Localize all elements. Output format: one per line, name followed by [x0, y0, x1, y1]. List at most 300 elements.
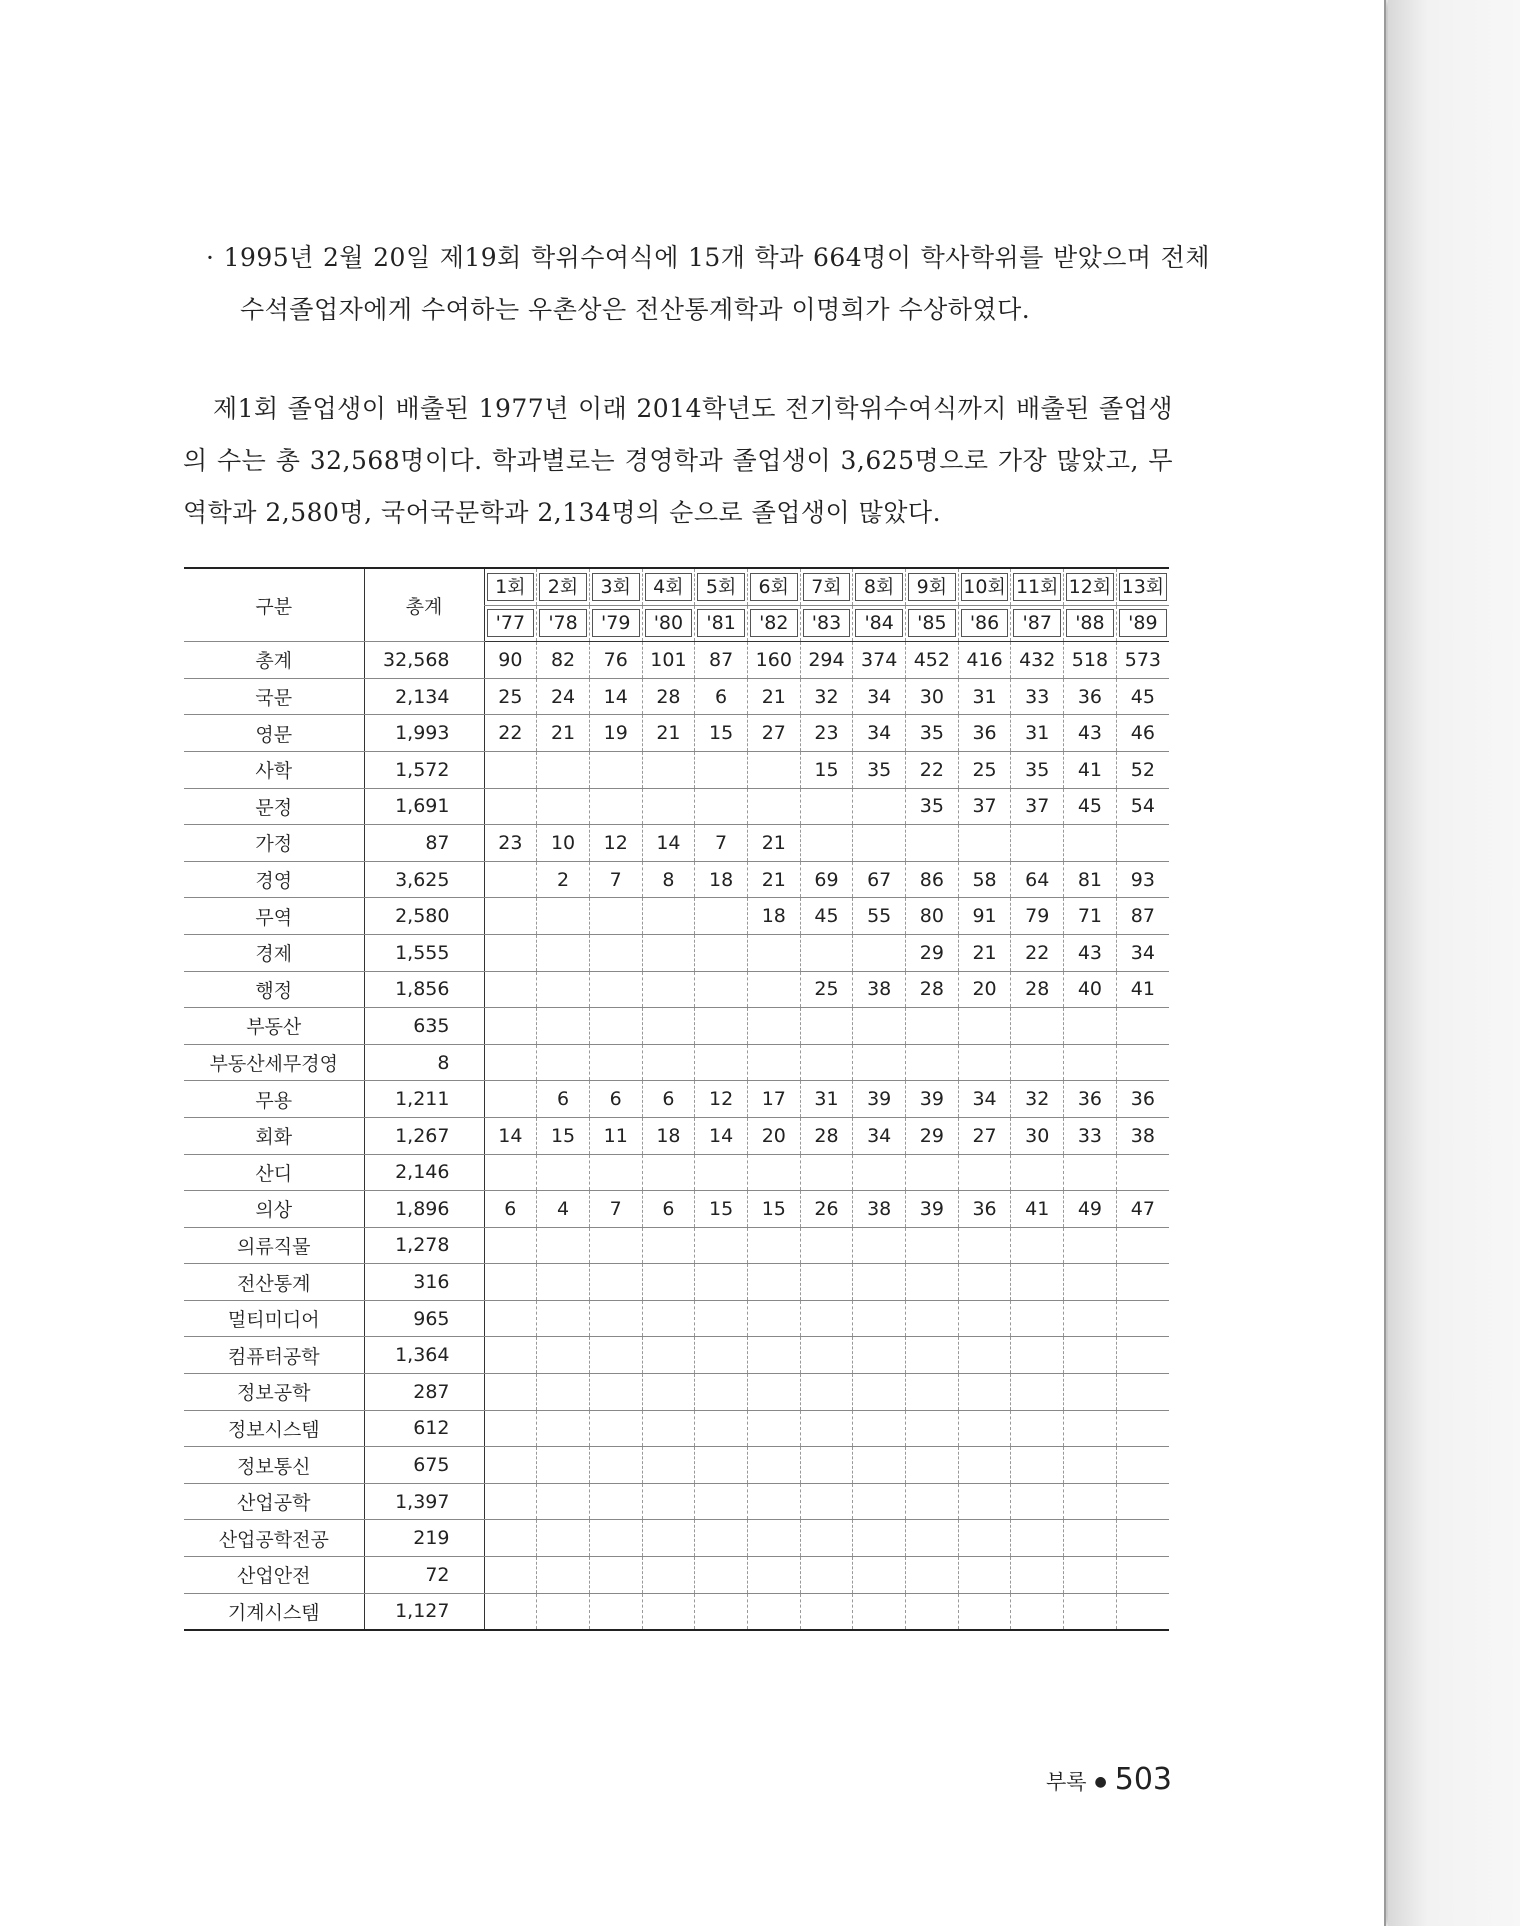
table-cell — [1011, 1557, 1064, 1594]
table-cell — [800, 1227, 853, 1264]
row-total: 1,397 — [364, 1483, 484, 1520]
table-cell: 58 — [958, 861, 1011, 898]
table-cell: 416 — [958, 642, 1011, 679]
table-cell: 30 — [906, 678, 959, 715]
table-cell — [1064, 1520, 1117, 1557]
table-cell: 39 — [906, 1191, 959, 1228]
header-year — [537, 605, 590, 642]
table-cell — [695, 1410, 748, 1447]
table-cell — [589, 934, 642, 971]
header-year — [589, 605, 642, 642]
table-cell — [800, 1264, 853, 1301]
table-cell: 36 — [958, 1191, 1011, 1228]
table-cell: 11 — [589, 1117, 642, 1154]
table-cell: 41 — [1011, 1191, 1064, 1228]
table-cell — [589, 1447, 642, 1484]
row-category: 문정 — [184, 788, 364, 825]
table-cell: 90 — [484, 642, 537, 679]
row-category: 산업공학 — [184, 1483, 364, 1520]
table-cell: 160 — [747, 642, 800, 679]
table-cell — [1011, 1410, 1064, 1447]
table-cell: 35 — [853, 751, 906, 788]
table-cell — [1011, 1264, 1064, 1301]
table-cell: 20 — [958, 971, 1011, 1008]
table-cell — [484, 1337, 537, 1374]
table-cell — [853, 1264, 906, 1301]
table-cell: 21 — [537, 715, 590, 752]
row-category: 경영 — [184, 861, 364, 898]
table-cell: 15 — [695, 1191, 748, 1228]
table-cell: 35 — [906, 788, 959, 825]
table-row — [184, 861, 1169, 898]
table-cell — [853, 1520, 906, 1557]
table-cell — [906, 1300, 959, 1337]
table-cell — [800, 1410, 853, 1447]
footer-section: 부록 — [1045, 1770, 1087, 1794]
table-cell: 6 — [537, 1081, 590, 1118]
table-cell — [589, 1483, 642, 1520]
table-cell — [906, 1337, 959, 1374]
table-cell — [589, 1154, 642, 1191]
table-cell: 55 — [853, 898, 906, 935]
header-session — [589, 568, 642, 605]
table-cell — [958, 1374, 1011, 1411]
header-session — [642, 568, 695, 605]
table-cell: 37 — [958, 788, 1011, 825]
table-cell: 38 — [1116, 1117, 1169, 1154]
table-cell: 23 — [484, 825, 537, 862]
table-cell — [800, 1337, 853, 1374]
table-cell: 21 — [747, 861, 800, 898]
table-cell — [695, 1044, 748, 1081]
table-cell: 4 — [537, 1191, 590, 1228]
table-cell: 14 — [695, 1117, 748, 1154]
table-cell — [747, 1227, 800, 1264]
table-cell — [1116, 1410, 1169, 1447]
table-cell — [484, 898, 537, 935]
table-cell: 573 — [1116, 642, 1169, 679]
table-cell — [484, 1227, 537, 1264]
table-cell: 34 — [1116, 934, 1169, 971]
row-category: 산업공학전공 — [184, 1520, 364, 1557]
table-cell: 33 — [1064, 1117, 1117, 1154]
table-cell: 43 — [1064, 715, 1117, 752]
header-session — [800, 568, 853, 605]
table-cell: 28 — [800, 1117, 853, 1154]
table-cell — [484, 1520, 537, 1557]
row-category: 의상 — [184, 1191, 364, 1228]
table-cell — [484, 971, 537, 1008]
table-cell — [537, 1557, 590, 1594]
header-category: 구분 — [184, 568, 364, 642]
table-cell — [853, 1227, 906, 1264]
row-total: 2,580 — [364, 898, 484, 935]
table-cell: 39 — [906, 1081, 959, 1118]
table-cell — [853, 1374, 906, 1411]
header-session-label: 6회 — [750, 573, 798, 601]
table-cell: 15 — [747, 1191, 800, 1228]
table-cell — [747, 1410, 800, 1447]
table-cell — [906, 1227, 959, 1264]
table-cell — [537, 1264, 590, 1301]
table-cell: 14 — [589, 678, 642, 715]
header-year-label: '78 — [539, 609, 587, 637]
table-cell — [589, 1374, 642, 1411]
header-session-label: 10회 — [961, 573, 1009, 601]
table-cell — [958, 1337, 1011, 1374]
table-cell — [853, 1557, 906, 1594]
table-cell — [958, 1447, 1011, 1484]
table-cell: 41 — [1064, 751, 1117, 788]
row-total: 87 — [364, 825, 484, 862]
table-cell — [695, 1337, 748, 1374]
header-session-label: 11회 — [1013, 573, 1061, 601]
table-cell — [537, 1044, 590, 1081]
table-cell: 31 — [800, 1081, 853, 1118]
table-cell: 76 — [589, 642, 642, 679]
table-cell — [537, 1447, 590, 1484]
row-category: 기계시스템 — [184, 1593, 364, 1630]
table-row — [184, 1337, 1169, 1374]
table-cell: 52 — [1116, 751, 1169, 788]
table-cell — [906, 1154, 959, 1191]
table-cell — [589, 1337, 642, 1374]
table-cell — [642, 1520, 695, 1557]
row-total: 1,691 — [364, 788, 484, 825]
table-cell — [484, 1044, 537, 1081]
header-session-label: 1회 — [487, 573, 535, 601]
table-cell — [642, 1374, 695, 1411]
table-cell: 47 — [1116, 1191, 1169, 1228]
table-cell — [1064, 1593, 1117, 1630]
table-cell — [1116, 1593, 1169, 1630]
table-row — [184, 1081, 1169, 1118]
table-row — [184, 1374, 1169, 1411]
header-year — [853, 605, 906, 642]
table-cell: 18 — [695, 861, 748, 898]
table-cell — [695, 1227, 748, 1264]
table-cell — [958, 1008, 1011, 1045]
table-cell — [537, 1410, 590, 1447]
table-row — [184, 1300, 1169, 1337]
row-category: 산디 — [184, 1154, 364, 1191]
table-cell: 23 — [800, 715, 853, 752]
table-cell: 21 — [642, 715, 695, 752]
header-session-label: 4회 — [645, 573, 693, 601]
page-edge — [1388, 0, 1520, 1926]
table-cell — [537, 1008, 590, 1045]
row-total: 635 — [364, 1008, 484, 1045]
table-cell — [1064, 1337, 1117, 1374]
table-cell: 6 — [695, 678, 748, 715]
header-year — [958, 605, 1011, 642]
table-cell — [906, 1410, 959, 1447]
header-year-label: '77 — [487, 609, 535, 637]
table-cell: 49 — [1064, 1191, 1117, 1228]
table-cell — [642, 1154, 695, 1191]
table-cell — [747, 1337, 800, 1374]
table-cell — [906, 1374, 959, 1411]
table-cell — [695, 751, 748, 788]
header-year — [484, 605, 537, 642]
table-cell — [958, 1593, 1011, 1630]
table-cell: 17 — [747, 1081, 800, 1118]
table-cell — [800, 1557, 853, 1594]
table-row — [184, 934, 1169, 971]
table-cell: 45 — [1064, 788, 1117, 825]
table-cell — [853, 934, 906, 971]
table-cell — [1116, 1374, 1169, 1411]
table-cell — [958, 1410, 1011, 1447]
table-cell: 14 — [484, 1117, 537, 1154]
table-cell — [1116, 1264, 1169, 1301]
table-cell: 35 — [906, 715, 959, 752]
table-row — [184, 1008, 1169, 1045]
table-cell — [1064, 1008, 1117, 1045]
row-total: 1,211 — [364, 1081, 484, 1118]
table-cell — [1116, 1483, 1169, 1520]
table-row — [184, 1557, 1169, 1594]
table-cell: 36 — [958, 715, 1011, 752]
table-cell: 26 — [800, 1191, 853, 1228]
table-cell — [853, 1154, 906, 1191]
table-cell: 7 — [589, 1191, 642, 1228]
table-cell — [642, 1300, 695, 1337]
table-cell — [1011, 1044, 1064, 1081]
table-cell — [1116, 1557, 1169, 1594]
table-cell — [537, 1520, 590, 1557]
table-cell: 31 — [1011, 715, 1064, 752]
table-cell — [1011, 1008, 1064, 1045]
table-cell: 21 — [747, 825, 800, 862]
table-cell — [642, 971, 695, 1008]
footer-dot-icon: ● — [1094, 1774, 1107, 1790]
table-cell: 29 — [906, 934, 959, 971]
table-cell — [958, 1520, 1011, 1557]
table-cell — [747, 751, 800, 788]
row-total: 1,896 — [364, 1191, 484, 1228]
table-cell — [747, 1483, 800, 1520]
table-cell — [747, 1593, 800, 1630]
table-cell — [484, 1154, 537, 1191]
table-row — [184, 1520, 1169, 1557]
table-cell — [695, 1264, 748, 1301]
table-cell: 34 — [853, 1117, 906, 1154]
header-year — [747, 605, 800, 642]
table-cell — [695, 1483, 748, 1520]
row-total: 8 — [364, 1044, 484, 1081]
table-cell: 87 — [695, 642, 748, 679]
table-cell — [589, 1044, 642, 1081]
table-cell: 43 — [1064, 934, 1117, 971]
table-row — [184, 1191, 1169, 1228]
header-session-label: 9회 — [908, 573, 956, 601]
header-session-label: 8회 — [855, 573, 903, 601]
table-cell — [642, 1410, 695, 1447]
table-cell — [695, 788, 748, 825]
table-cell — [1064, 1374, 1117, 1411]
table-cell — [958, 1044, 1011, 1081]
table-cell — [747, 1447, 800, 1484]
page-number: 503 — [1114, 1762, 1172, 1797]
header-session — [1064, 568, 1117, 605]
table-row — [184, 788, 1169, 825]
table-cell — [906, 1264, 959, 1301]
table-cell — [642, 788, 695, 825]
graduates-table — [184, 567, 1169, 1631]
table-cell — [1011, 1593, 1064, 1630]
table-cell — [537, 1300, 590, 1337]
row-category: 부동산 — [184, 1008, 364, 1045]
table-cell — [1116, 1447, 1169, 1484]
table-cell — [800, 1483, 853, 1520]
table-cell — [1011, 1483, 1064, 1520]
table-cell — [1116, 1337, 1169, 1374]
table-cell: 25 — [958, 751, 1011, 788]
table-cell — [695, 1154, 748, 1191]
table-cell: 432 — [1011, 642, 1064, 679]
table-cell: 14 — [642, 825, 695, 862]
table-cell — [695, 1557, 748, 1594]
table-cell — [1064, 1447, 1117, 1484]
table-cell — [1116, 1008, 1169, 1045]
table-cell — [1011, 1300, 1064, 1337]
row-category: 컴퓨터공학 — [184, 1337, 364, 1374]
table-cell — [1011, 1227, 1064, 1264]
header-year-label: '82 — [750, 609, 798, 637]
table-cell: 31 — [958, 678, 1011, 715]
table-cell — [747, 1520, 800, 1557]
table-cell — [484, 788, 537, 825]
row-category: 사학 — [184, 751, 364, 788]
table-row — [184, 715, 1169, 752]
table-cell: 81 — [1064, 861, 1117, 898]
table-cell: 21 — [958, 934, 1011, 971]
table-cell — [958, 1154, 1011, 1191]
table-cell — [958, 1483, 1011, 1520]
table-cell: 34 — [853, 678, 906, 715]
row-category: 가정 — [184, 825, 364, 862]
header-year — [695, 605, 748, 642]
table-cell — [800, 1447, 853, 1484]
table-cell: 54 — [1116, 788, 1169, 825]
header-year — [1064, 605, 1117, 642]
header-session — [747, 568, 800, 605]
table-cell — [853, 1300, 906, 1337]
table-cell — [1116, 1154, 1169, 1191]
table-cell: 45 — [1116, 678, 1169, 715]
table-cell — [906, 1593, 959, 1630]
table-cell — [537, 1337, 590, 1374]
table-cell — [695, 1300, 748, 1337]
header-session — [537, 568, 590, 605]
row-category: 의류직물 — [184, 1227, 364, 1264]
table-cell — [589, 898, 642, 935]
table-cell: 21 — [747, 678, 800, 715]
row-total: 675 — [364, 1447, 484, 1484]
table-cell — [747, 1044, 800, 1081]
table-cell — [1064, 825, 1117, 862]
header-row-sessions — [184, 568, 1169, 605]
table-cell — [800, 1593, 853, 1630]
table-cell — [484, 751, 537, 788]
header-year-label: '88 — [1066, 609, 1114, 637]
table-cell — [537, 971, 590, 1008]
table-cell: 28 — [906, 971, 959, 1008]
table-cell: 28 — [642, 678, 695, 715]
header-session — [1011, 568, 1064, 605]
table-cell: 30 — [1011, 1117, 1064, 1154]
table-cell: 91 — [958, 898, 1011, 935]
table-cell — [589, 971, 642, 1008]
table-cell — [537, 788, 590, 825]
table-cell — [853, 1008, 906, 1045]
table-cell — [906, 1008, 959, 1045]
table-cell: 36 — [1064, 678, 1117, 715]
table-cell: 7 — [695, 825, 748, 862]
table-cell — [1011, 1374, 1064, 1411]
table-cell — [800, 825, 853, 862]
table-cell — [695, 1593, 748, 1630]
table-cell: 33 — [1011, 678, 1064, 715]
table-cell: 7 — [589, 861, 642, 898]
table-cell — [958, 825, 1011, 862]
table-cell — [958, 1264, 1011, 1301]
row-total: 72 — [364, 1557, 484, 1594]
table-cell — [589, 1593, 642, 1630]
row-total: 1,555 — [364, 934, 484, 971]
table-cell — [747, 1374, 800, 1411]
table-cell: 18 — [747, 898, 800, 935]
table-cell: 518 — [1064, 642, 1117, 679]
row-total: 1,856 — [364, 971, 484, 1008]
table-cell: 22 — [906, 751, 959, 788]
table-cell: 374 — [853, 642, 906, 679]
row-category: 정보공학 — [184, 1374, 364, 1411]
table-cell: 12 — [589, 825, 642, 862]
table-cell — [1064, 1300, 1117, 1337]
table-cell — [589, 751, 642, 788]
header-year-label: '85 — [908, 609, 956, 637]
page-footer — [1040, 1762, 1172, 1797]
header-year-label: '83 — [803, 609, 851, 637]
table-cell — [484, 1264, 537, 1301]
table-row — [184, 1593, 1169, 1630]
header-session-label: 12회 — [1066, 573, 1114, 601]
header-year — [642, 605, 695, 642]
table-cell: 93 — [1116, 861, 1169, 898]
table-row — [184, 1227, 1169, 1264]
table-cell — [642, 934, 695, 971]
table-cell: 87 — [1116, 898, 1169, 935]
table-cell — [853, 1410, 906, 1447]
row-total: 1,993 — [364, 715, 484, 752]
row-category: 정보통신 — [184, 1447, 364, 1484]
table-cell — [484, 1008, 537, 1045]
table-cell: 32 — [1011, 1081, 1064, 1118]
table-cell — [906, 1044, 959, 1081]
table-cell — [906, 1520, 959, 1557]
table-cell: 36 — [1116, 1081, 1169, 1118]
table-cell — [906, 1447, 959, 1484]
table-cell: 19 — [589, 715, 642, 752]
table-cell — [906, 1557, 959, 1594]
table-cell: 20 — [747, 1117, 800, 1154]
row-category: 회화 — [184, 1117, 364, 1154]
table-cell — [800, 1300, 853, 1337]
table-cell: 38 — [853, 971, 906, 1008]
table-cell — [484, 1447, 537, 1484]
